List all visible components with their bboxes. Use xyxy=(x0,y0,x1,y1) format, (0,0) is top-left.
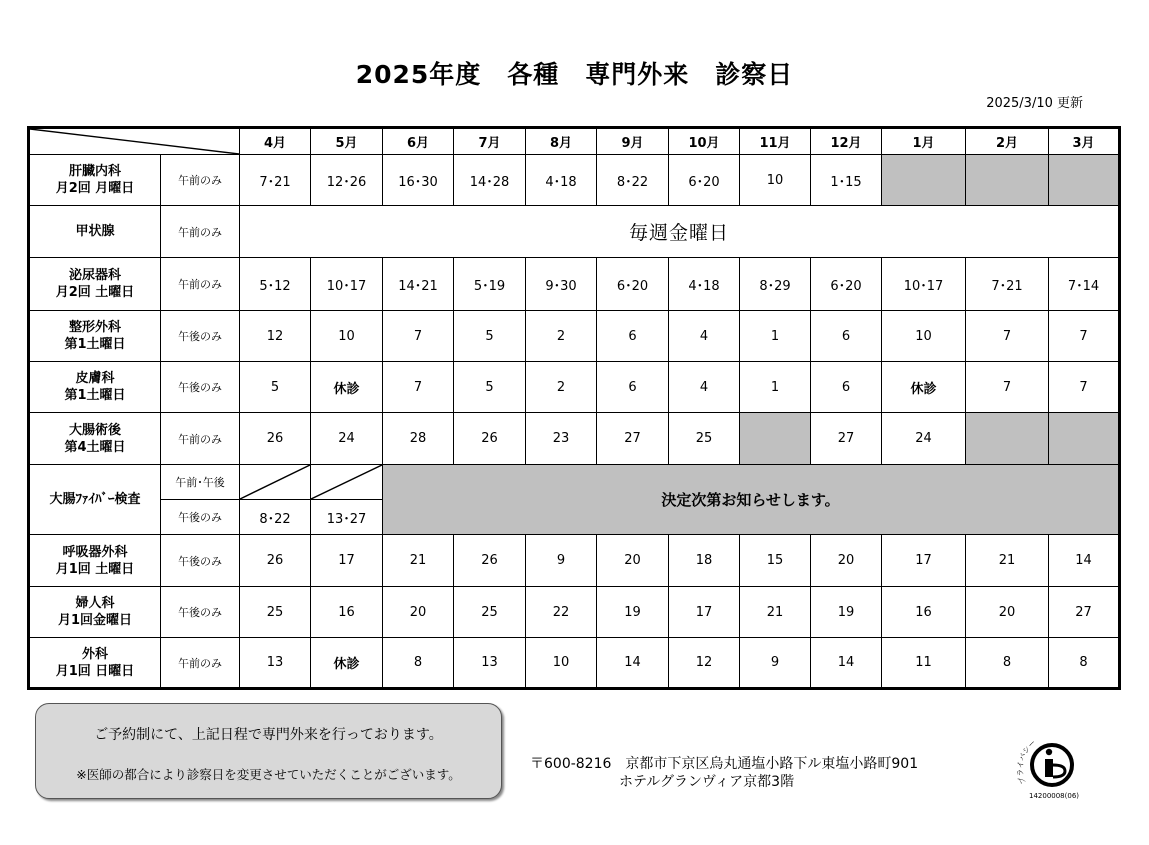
date-cell: 12･26 xyxy=(311,155,383,206)
date-cell: 4 xyxy=(669,311,740,362)
closed-cell: 休診 xyxy=(311,362,383,413)
date-cell: 22 xyxy=(526,587,597,638)
date-cell: 10 xyxy=(526,638,597,689)
date-cell: 25 xyxy=(454,587,526,638)
dept-name: 婦人科 xyxy=(75,596,115,611)
date-cell: 24 xyxy=(311,413,383,465)
time-cell: 午前のみ xyxy=(161,206,240,258)
notice-line-2: ※医師の都合により診察日を変更させていただくことがございます。 xyxy=(76,767,461,782)
closed-cell: 休診 xyxy=(882,362,966,413)
dept-frequency: 第4土曜日 xyxy=(64,439,126,455)
month-header: 1月 xyxy=(882,128,966,155)
date-cell: 9 xyxy=(740,638,811,689)
dept-frequency: 月2回 月曜日 xyxy=(55,181,135,196)
date-cell: 8 xyxy=(383,638,454,689)
month-header: 12月 xyxy=(811,128,882,155)
time-cell: 午前のみ xyxy=(161,638,240,689)
date-cell: 14･21 xyxy=(383,258,454,311)
date-cell: 26 xyxy=(240,535,311,587)
diagonal-cell xyxy=(311,465,383,500)
date-cell: 19 xyxy=(597,587,669,638)
time-cell: 午前･午後 xyxy=(161,465,240,500)
date-cell: 20 xyxy=(597,535,669,587)
date-cell: 9･30 xyxy=(526,258,597,311)
row-thyroid xyxy=(29,206,1120,258)
date-cell: 17 xyxy=(882,535,966,587)
date-cell: 14･28 xyxy=(454,155,526,206)
date-cell: 6･20 xyxy=(811,258,882,311)
notice-box xyxy=(35,703,502,799)
date-cell-empty xyxy=(966,413,1049,465)
date-cell: 25 xyxy=(240,587,311,638)
date-cell: 10･17 xyxy=(882,258,966,311)
time-cell: 午前のみ xyxy=(161,155,240,206)
dept-name: 外科 xyxy=(81,646,108,662)
dept-name: 大腸術後 xyxy=(68,422,121,438)
schedule-table xyxy=(27,126,1121,690)
date-cell: 6･20 xyxy=(669,155,740,206)
dept-cell xyxy=(29,258,161,311)
date-cell: 10 xyxy=(882,311,966,362)
date-cell: 7 xyxy=(966,311,1049,362)
dept-name: 整形外科 xyxy=(68,320,121,335)
date-cell: 27 xyxy=(597,413,669,465)
header-corner xyxy=(29,128,240,155)
dept-cell xyxy=(29,535,161,587)
dept-frequency: 第1土曜日 xyxy=(64,388,126,403)
month-header: 6月 xyxy=(383,128,454,155)
date-cell: 4･18 xyxy=(526,155,597,206)
dept-name: 大腸ﾌｧｲﾊﾞｰ検査 xyxy=(29,465,161,535)
date-cell: 9 xyxy=(526,535,597,587)
row-scope-top xyxy=(29,465,1120,500)
date-cell: 5･12 xyxy=(240,258,311,311)
date-cell: 14 xyxy=(597,638,669,689)
date-cell: 12 xyxy=(669,638,740,689)
time-cell: 午前のみ xyxy=(161,258,240,311)
header-row xyxy=(29,128,1120,155)
date-cell: 21 xyxy=(740,587,811,638)
month-header: 10月 xyxy=(669,128,740,155)
address-line-2: ホテルグランヴィア京都3階 xyxy=(619,774,795,790)
date-cell: 26 xyxy=(454,413,526,465)
date-cell: 6 xyxy=(597,362,669,413)
date-cell: 1･15 xyxy=(811,155,882,206)
dept-cell xyxy=(29,413,161,465)
dept-cell xyxy=(29,587,161,638)
month-header: 5月 xyxy=(311,128,383,155)
privacy-mark-code: 14200008(06) xyxy=(1029,792,1079,800)
date-cell: 17 xyxy=(311,535,383,587)
date-cell: 7 xyxy=(1049,311,1120,362)
date-cell: 15 xyxy=(740,535,811,587)
date-cell: 7 xyxy=(383,362,454,413)
date-cell: 21 xyxy=(966,535,1049,587)
date-cell: 5 xyxy=(240,362,311,413)
date-cell: 13･27 xyxy=(311,500,383,535)
date-cell: 2 xyxy=(526,362,597,413)
month-header: 8月 xyxy=(526,128,597,155)
date-cell: 20 xyxy=(966,587,1049,638)
date-cell: 18 xyxy=(669,535,740,587)
date-cell: 1 xyxy=(740,362,811,413)
announcement-cell: 決定次第お知らせします。 xyxy=(383,465,1120,535)
notice-line-1: ご予約制にて、上記日程で専門外来を行っております。 xyxy=(94,727,443,743)
date-cell: 26 xyxy=(240,413,311,465)
date-cell: 10･17 xyxy=(311,258,383,311)
date-cell: 8･22 xyxy=(240,500,311,535)
row-gyn xyxy=(29,587,1120,638)
date-cell: 17 xyxy=(669,587,740,638)
address-line-1: 〒600-8216 京都市下京区烏丸通塩小路下ル東塩小路町901 xyxy=(530,756,919,772)
date-cell-empty xyxy=(882,155,966,206)
date-cell: 26 xyxy=(454,535,526,587)
date-cell: 6 xyxy=(597,311,669,362)
dept-name: 呼吸器外科 xyxy=(62,544,128,560)
dept-cell xyxy=(29,362,161,413)
date-cell: 24 xyxy=(882,413,966,465)
date-cell-empty xyxy=(1049,155,1120,206)
month-header: 11月 xyxy=(740,128,811,155)
date-cell: 16･30 xyxy=(383,155,454,206)
date-cell: 6 xyxy=(811,362,882,413)
date-cell: 13 xyxy=(240,638,311,689)
month-header: 4月 xyxy=(240,128,311,155)
privacy-mark-icon xyxy=(1010,725,1098,801)
date-cell: 6 xyxy=(811,311,882,362)
dept-frequency: 月1回 日曜日 xyxy=(55,663,135,679)
dept-frequency: 月1回 土曜日 xyxy=(55,561,135,577)
time-cell: 午後のみ xyxy=(161,587,240,638)
row-liver xyxy=(29,155,1120,206)
date-cell: 5 xyxy=(454,362,526,413)
date-cell: 10 xyxy=(740,155,811,206)
date-cell: 8 xyxy=(1049,638,1120,689)
date-cell: 23 xyxy=(526,413,597,465)
date-cell: 4 xyxy=(669,362,740,413)
date-cell: 7 xyxy=(383,311,454,362)
date-cell: 13 xyxy=(454,638,526,689)
date-cell: 8･22 xyxy=(597,155,669,206)
date-cell: 14 xyxy=(811,638,882,689)
date-cell: 27 xyxy=(811,413,882,465)
month-header: 9月 xyxy=(597,128,669,155)
date-cell: 16 xyxy=(882,587,966,638)
time-cell: 午前のみ xyxy=(161,413,240,465)
month-header: 3月 xyxy=(1049,128,1120,155)
time-cell: 午後のみ xyxy=(161,500,240,535)
date-cell: 16 xyxy=(311,587,383,638)
date-cell: 2 xyxy=(526,311,597,362)
diagonal-cell xyxy=(240,465,311,500)
row-resp xyxy=(29,535,1120,587)
row-colon xyxy=(29,413,1120,465)
date-cell: 11 xyxy=(882,638,966,689)
dept-name: 甲状腺 xyxy=(29,206,161,258)
dept-name: 肝臓内科 xyxy=(68,164,121,179)
date-cell-empty xyxy=(966,155,1049,206)
date-cell: 28 xyxy=(383,413,454,465)
date-cell: 19 xyxy=(811,587,882,638)
date-cell: 7･21 xyxy=(966,258,1049,311)
time-cell: 午後のみ xyxy=(161,311,240,362)
date-cell: 27 xyxy=(1049,587,1120,638)
weekly-schedule-cell: 毎週金曜日 xyxy=(240,206,1120,258)
dept-name: 泌尿器科 xyxy=(68,268,121,283)
row-surgery xyxy=(29,638,1120,689)
month-header: 7月 xyxy=(454,128,526,155)
date-cell: 8 xyxy=(966,638,1049,689)
date-cell: 7 xyxy=(1049,362,1120,413)
updated-date: 2025/3/10 更新 xyxy=(986,96,1083,111)
date-cell: 14 xyxy=(1049,535,1120,587)
dept-frequency: 第1土曜日 xyxy=(64,337,126,352)
time-cell: 午後のみ xyxy=(161,535,240,587)
row-derm xyxy=(29,362,1120,413)
dept-name: 皮膚科 xyxy=(75,371,115,386)
dept-frequency: 月2回 土曜日 xyxy=(55,285,135,300)
closed-cell: 休診 xyxy=(311,638,383,689)
dept-cell xyxy=(29,155,161,206)
date-cell: 20 xyxy=(811,535,882,587)
dept-cell xyxy=(29,311,161,362)
date-cell: 8･29 xyxy=(740,258,811,311)
row-urology xyxy=(29,258,1120,311)
date-cell: 4･18 xyxy=(669,258,740,311)
dept-cell xyxy=(29,638,161,689)
date-cell: 10 xyxy=(311,311,383,362)
month-header: 2月 xyxy=(966,128,1049,155)
date-cell: 7･14 xyxy=(1049,258,1120,311)
date-cell: 5 xyxy=(454,311,526,362)
date-cell-empty xyxy=(740,413,811,465)
date-cell: 20 xyxy=(383,587,454,638)
row-ortho xyxy=(29,311,1120,362)
time-cell: 午後のみ xyxy=(161,362,240,413)
date-cell: 6･20 xyxy=(597,258,669,311)
date-cell: 1 xyxy=(740,311,811,362)
date-cell: 21 xyxy=(383,535,454,587)
date-cell: 5･19 xyxy=(454,258,526,311)
date-cell: 7 xyxy=(966,362,1049,413)
date-cell: 25 xyxy=(669,413,740,465)
date-cell: 7･21 xyxy=(240,155,311,206)
page-title: 2025年度 各種 専門外来 診察日 xyxy=(355,60,794,89)
date-cell: 12 xyxy=(240,311,311,362)
privacy-mark-text: プライバシー xyxy=(1015,737,1038,786)
dept-frequency: 月1回金曜日 xyxy=(57,613,133,628)
date-cell-empty xyxy=(1049,413,1120,465)
